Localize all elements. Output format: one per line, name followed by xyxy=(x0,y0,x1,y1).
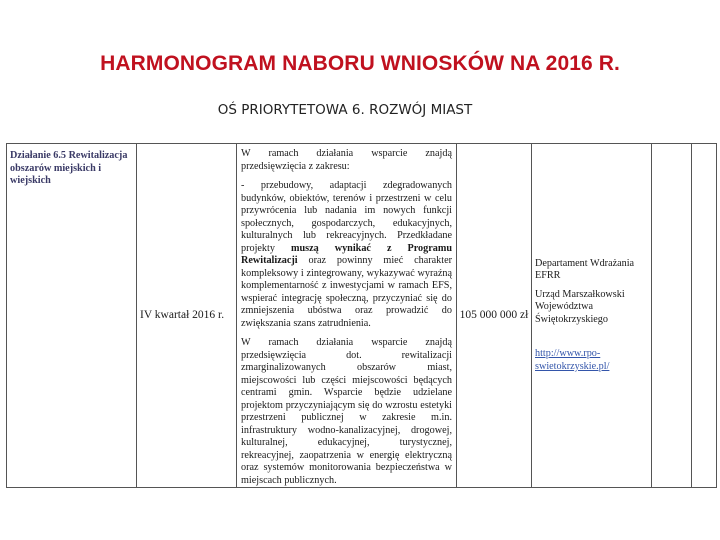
action-cell xyxy=(7,144,137,488)
institution-link[interactable]: http://www.rpo-swietokrzyskie.pl/ xyxy=(535,348,610,372)
desc-intro: W ramach działania wsparcie znajdą przedsięwzięcia z zakresu: xyxy=(241,148,452,172)
quarter-cell xyxy=(137,144,237,488)
desc-paragraph-2: W ramach działania wsparcie znajdą przedsięwzięcia dot. rewitalizacji zmarginalizowanych obszarów miast, miejscowości lub części miejscowości będących centrami gmin. Wsparcie będzie udzielane projektom przyczyniającym się do wzrostu estetyki przestrzeni publicznej w zakresie m.in. infrastruktury wodno-kanalizacyjnej, drogowej, kulturalnej, edukacyjnej, turystycznej, rekreacyjnej, zaopatrzenia w energię elektryczną oraz systemów monitorowania bezpieczeństwa w miejscach publicznych. xyxy=(241,337,452,486)
institution-dept: Departament Wdrażania EFRR xyxy=(535,257,635,282)
amount-cell xyxy=(457,144,532,488)
table-row xyxy=(7,144,717,488)
amount-value: 105 000 000 zł xyxy=(459,309,529,322)
desc-paragraph-1 xyxy=(241,180,452,330)
page-title: HARMONOGRAM NABORU WNIOSKÓW NA 2016 R. xyxy=(100,52,620,75)
description-cell xyxy=(237,144,457,488)
quarter-value: IV kwartał 2016 r. xyxy=(140,309,225,322)
desc-bold: muszą wynikać z Programu Rewitalizacji xyxy=(241,242,453,266)
desc-post: oraz powinny mieć charakter kompleksowy i zintegrowany, wykazywać wyraźną komplementarność z inwestycjami w ramach EFS, wspierać integrację społeczną, przyczyniać się do zmniejszenia ubóstwa oraz prowadzić do zwiększania szans zatrudnienia. xyxy=(241,255,453,329)
empty-cell-2 xyxy=(692,144,717,488)
institution-cell xyxy=(532,144,652,488)
page-subtitle: OŚ PRIORYTETOWA 6. ROZWÓJ MIAST xyxy=(217,102,473,118)
empty-cell-1 xyxy=(652,144,692,488)
schedule-table xyxy=(6,143,717,488)
action-name: Działanie 6.5 Rewitalizacja obszarów miejskich i wiejskich xyxy=(10,150,128,186)
institution-office: Urząd Marszałkowski Województwa Świętokrzyskiego xyxy=(535,288,625,325)
desc-pre: - przebudowy, adaptacji zdegradowanych budynków, obiektów, terenów i przestrzeni w celu przywrócenia lub nadania im nowych funkcji społecznych, gospodarczych, edukacyjnych, kulturalnych lub rekreacyjnych. Przedkładane projekty xyxy=(241,180,452,254)
